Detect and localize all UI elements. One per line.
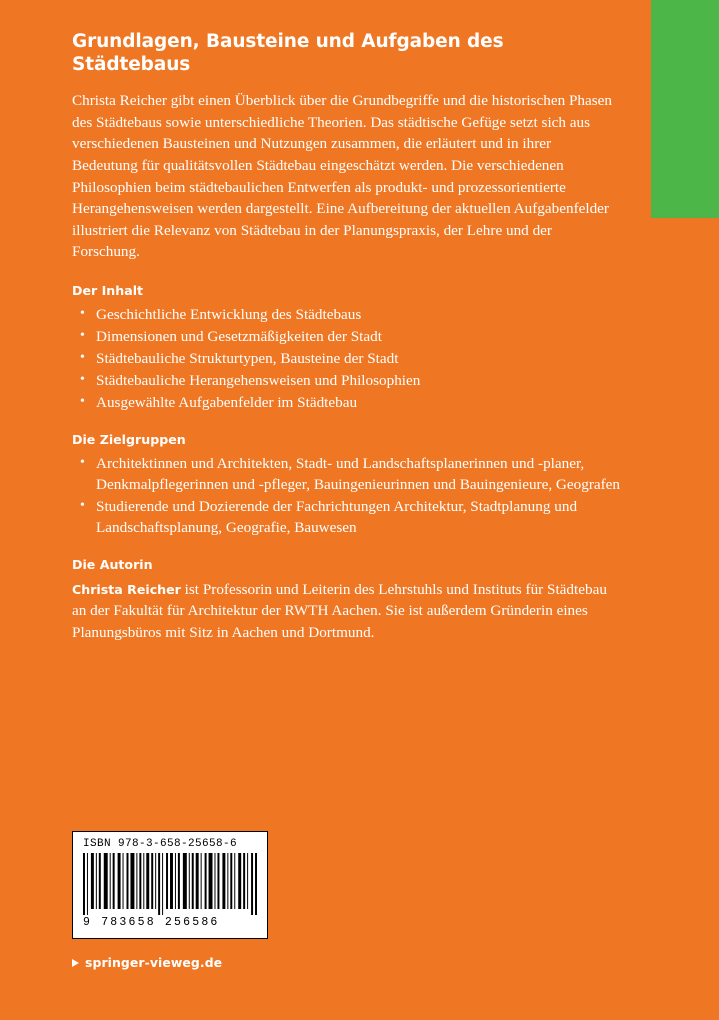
inhalt-list — [72, 305, 620, 414]
author-bio-text: ist Professorin und Leiterin des Lehrstuhls und Instituts für Städtebau an der Fakultät für Architektur der RWTH Aachen. Sie ist außerdem Gründerin eines Planungsbüros mit Sitz in Aachen und Dortmund. — [72, 580, 607, 641]
barcode-box — [72, 831, 268, 939]
blurb-paragraph: Christa Reicher gibt einen Überblick über die Grundbegriffe und die historischen Phasen des Städtebaus sowie unterschiedliche Theorien. Das städtische Gefüge setzt sich aus verschiedenen Bausteinen und Nutzungen zusammen, die erläutert und in ihrer Bedeutung für qualitätsvollen Städtebau eingeschätzt werden. Die verschiedenen Philosophien beim städtebaulichen Entwerfen als produkt- und prozessorientierte Herangehensweisen werden dargestellt. Eine Aufbereitung der aktuellen Aufgabenfelder illustriert die Relevanz von Städtebau in der Planungspraxis, der Lehre und der Forschung. — [72, 92, 612, 261]
list-item: • Geschichtliche Entwicklung des Städtebaus — [72, 305, 620, 326]
section-autorin — [72, 557, 620, 644]
list-item: • Städtebauliche Herangehensweisen und Philosophien — [72, 371, 620, 392]
green-corner-block — [651, 0, 719, 218]
section-zielgruppen — [72, 432, 620, 539]
imprint-label: springer-vieweg.de — [85, 955, 223, 970]
zielgruppen-list — [72, 454, 620, 539]
page-title: Grundlagen, Bausteine und Aufgaben des Städtebaus — [72, 31, 504, 76]
section-heading: Die Autorin — [72, 556, 153, 572]
back-cover-content — [72, 30, 620, 643]
list-item: • Ausgewählte Aufgabenfelder im Städtebau — [72, 393, 620, 414]
section-heading: Die Zielgruppen — [72, 431, 186, 447]
author-name: Christa Reicher — [72, 581, 181, 597]
list-item: • Dimensionen und Gesetzmäßigkeiten der Stadt — [72, 327, 620, 348]
play-triangle-icon — [72, 959, 79, 967]
section-heading: Der Inhalt — [72, 282, 144, 298]
author-bio — [72, 579, 620, 644]
publisher-imprint — [72, 955, 272, 970]
barcode-area — [72, 831, 272, 970]
list-item: • Architektinnen und Architekten, Stadt- und Landschaftsplanerinnen und -planer, Denkmalpflegerinnen und -pfleger, Bauingenieurinnen und Bauingenieure, Geografen — [72, 454, 620, 496]
isbn-label: ISBN 978-3-658-25658-6 — [83, 838, 238, 850]
barcode-digits: 9 783658 256586 — [83, 916, 220, 929]
barcode-bars-icon — [83, 853, 257, 915]
section-inhalt — [72, 283, 620, 414]
list-item: • Städtebauliche Strukturtypen, Bausteine der Stadt — [72, 349, 620, 370]
list-item: • Studierende und Dozierende der Fachrichtungen Architektur, Stadtplanung und Landschaftsplanung, Geografie, Bauwesen — [72, 497, 620, 539]
